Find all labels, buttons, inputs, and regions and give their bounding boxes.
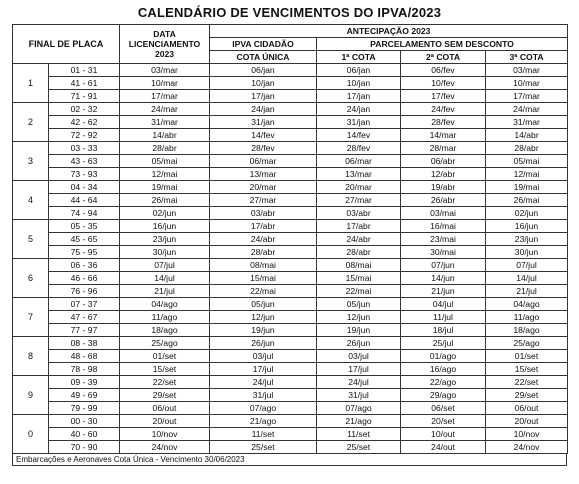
cota-1-cell: 28/abr (317, 246, 401, 259)
data-licenciamento-cell: 21/jul (120, 285, 210, 298)
data-licenciamento-cell: 28/abr (120, 142, 210, 155)
cota-unica-cell: 07/ago (210, 402, 317, 415)
cota-3-cell: 14/abr (486, 129, 568, 142)
cota-3-cell: 03/mar (486, 64, 568, 77)
cota-1-cell: 17/jan (317, 90, 401, 103)
cota-1-cell: 15/mai (317, 272, 401, 285)
cota-1-cell: 10/jan (317, 77, 401, 90)
header-parcelamento: PARCELAMENTO SEM DESCONTO (317, 38, 568, 51)
cota-3-cell: 24/nov (486, 441, 568, 454)
placa-range-cell: 07 - 37 (49, 298, 120, 311)
table-row (13, 311, 568, 324)
page-title: CALENDÁRIO DE VENCIMENTOS DO IPVA/2023 (137, 5, 442, 20)
header-antecipacao: ANTECIPAÇÃO 2023 (210, 25, 568, 38)
data-licenciamento-cell: 19/mai (120, 181, 210, 194)
cota-1-cell: 07/ago (317, 402, 401, 415)
placa-range-cell: 43 - 63 (49, 155, 120, 168)
cota-3-cell: 31/mar (486, 116, 568, 129)
cota-3-cell: 28/abr (486, 142, 568, 155)
cota-2-cell: 04/jul (401, 298, 486, 311)
placa-range-cell: 75 - 95 (49, 246, 120, 259)
data-licenciamento-cell: 12/mai (120, 168, 210, 181)
table-row (13, 324, 568, 337)
cota-unica-cell: 25/set (210, 441, 317, 454)
cota-3-cell: 22/set (486, 376, 568, 389)
placa-range-cell: 02 - 32 (49, 103, 120, 116)
cota-3-cell: 20/out (486, 415, 568, 428)
data-licenciamento-cell: 18/ago (120, 324, 210, 337)
table-row (13, 207, 568, 220)
placa-range-cell: 45 - 65 (49, 233, 120, 246)
cota-3-cell: 05/mai (486, 155, 568, 168)
cota-unica-cell: 17/jan (210, 90, 317, 103)
cota-1-cell: 24/abr (317, 233, 401, 246)
data-licenciamento-cell: 24/mar (120, 103, 210, 116)
cota-2-cell: 28/fev (401, 116, 486, 129)
cota-2-cell: 22/ago (401, 376, 486, 389)
cota-3-cell: 30/jun (486, 246, 568, 259)
cota-3-cell: 14/jul (486, 272, 568, 285)
data-licenciamento-cell: 05/mai (120, 155, 210, 168)
header-data-line1: DATA (153, 29, 176, 39)
data-licenciamento-cell: 14/jul (120, 272, 210, 285)
placa-range-cell: 04 - 34 (49, 181, 120, 194)
table-row (13, 129, 568, 142)
placa-range-cell: 46 - 66 (49, 272, 120, 285)
cota-1-cell: 11/set (317, 428, 401, 441)
cota-2-cell: 20/set (401, 415, 486, 428)
cota-1-cell: 03/jul (317, 350, 401, 363)
table-row (13, 402, 568, 415)
table-row (13, 155, 568, 168)
cota-1-cell: 22/mai (317, 285, 401, 298)
cota-1-cell: 05/jun (317, 298, 401, 311)
header-data-licenciamento (120, 25, 210, 64)
table-row (13, 259, 568, 272)
cota-2-cell: 03/mai (401, 207, 486, 220)
data-licenciamento-cell: 07/jul (120, 259, 210, 272)
cota-unica-cell: 21/ago (210, 415, 317, 428)
placa-range-cell: 71 - 91 (49, 90, 120, 103)
cota-2-cell: 12/abr (401, 168, 486, 181)
data-licenciamento-cell: 06/out (120, 402, 210, 415)
data-licenciamento-cell: 22/set (120, 376, 210, 389)
cota-unica-cell: 31/jan (210, 116, 317, 129)
cota-2-cell: 24/out (401, 441, 486, 454)
plate-final-digit: 9 (13, 376, 49, 415)
table-row (13, 142, 568, 155)
cota-unica-cell: 13/mar (210, 168, 317, 181)
ipva-schedule-table (12, 24, 568, 454)
table-row (13, 220, 568, 233)
header-cota-1: 1ª COTA (317, 51, 401, 64)
table-row (13, 168, 568, 181)
cota-unica-cell: 08/mai (210, 259, 317, 272)
cota-unica-cell: 24/jan (210, 103, 317, 116)
table-row (13, 337, 568, 350)
cota-2-cell: 01/ago (401, 350, 486, 363)
cota-3-cell: 10/nov (486, 428, 568, 441)
plate-final-digit: 3 (13, 142, 49, 181)
placa-range-cell: 01 - 31 (49, 64, 120, 77)
footer-note: Embarcações e Aeronaves Cota Única - Vencimento 30/06/2023 (12, 454, 567, 466)
placa-range-cell: 49 - 69 (49, 389, 120, 402)
header-ipva-cidadao: IPVA CIDADÃO (210, 38, 317, 51)
cota-1-cell: 26/jun (317, 337, 401, 350)
placa-range-cell: 41 - 61 (49, 77, 120, 90)
cota-3-cell: 19/mai (486, 181, 568, 194)
cota-unica-cell: 28/abr (210, 246, 317, 259)
table-row (13, 428, 568, 441)
table-row (13, 194, 568, 207)
data-licenciamento-cell: 02/jun (120, 207, 210, 220)
cota-unica-cell: 03/jul (210, 350, 317, 363)
cota-unica-cell: 06/mar (210, 155, 317, 168)
cota-3-cell: 04/ago (486, 298, 568, 311)
cota-3-cell: 02/jun (486, 207, 568, 220)
cota-2-cell: 14/mar (401, 129, 486, 142)
data-licenciamento-cell: 26/mai (120, 194, 210, 207)
cota-3-cell: 07/jul (486, 259, 568, 272)
cota-3-cell: 16/jun (486, 220, 568, 233)
table-row (13, 90, 568, 103)
cota-1-cell: 27/mar (317, 194, 401, 207)
cota-1-cell: 12/jun (317, 311, 401, 324)
plate-final-digit: 2 (13, 103, 49, 142)
table-row (13, 389, 568, 402)
cota-unica-cell: 27/mar (210, 194, 317, 207)
placa-range-cell: 05 - 35 (49, 220, 120, 233)
placa-range-cell: 79 - 99 (49, 402, 120, 415)
table-row (13, 298, 568, 311)
schedule-body (13, 64, 568, 454)
cota-2-cell: 25/jul (401, 337, 486, 350)
cota-unica-cell: 24/abr (210, 233, 317, 246)
placa-range-cell: 09 - 39 (49, 376, 120, 389)
header-data-line2: LICENCIAMENTO (128, 39, 201, 49)
cota-3-cell: 24/mar (486, 103, 568, 116)
cota-2-cell: 24/fev (401, 103, 486, 116)
cota-2-cell: 23/mai (401, 233, 486, 246)
cota-unica-cell: 12/jun (210, 311, 317, 324)
cota-unica-cell: 11/set (210, 428, 317, 441)
cota-2-cell: 11/jul (401, 311, 486, 324)
table-row (13, 441, 568, 454)
placa-range-cell: 70 - 90 (49, 441, 120, 454)
data-licenciamento-cell: 23/jun (120, 233, 210, 246)
cota-unica-cell: 31/jul (210, 389, 317, 402)
data-licenciamento-cell: 24/nov (120, 441, 210, 454)
cota-unica-cell: 15/mai (210, 272, 317, 285)
cota-2-cell: 10/out (401, 428, 486, 441)
cota-1-cell: 24/jul (317, 376, 401, 389)
cota-2-cell: 14/jun (401, 272, 486, 285)
cota-3-cell: 12/mai (486, 168, 568, 181)
cota-unica-cell: 20/mar (210, 181, 317, 194)
cota-unica-cell: 17/jul (210, 363, 317, 376)
cota-3-cell: 29/set (486, 389, 568, 402)
data-licenciamento-cell: 25/ago (120, 337, 210, 350)
cota-2-cell: 29/ago (401, 389, 486, 402)
plate-final-digit: 0 (13, 415, 49, 454)
cota-2-cell: 18/jul (401, 324, 486, 337)
placa-range-cell: 08 - 38 (49, 337, 120, 350)
cota-3-cell: 15/set (486, 363, 568, 376)
cota-1-cell: 17/abr (317, 220, 401, 233)
cota-unica-cell: 28/fev (210, 142, 317, 155)
plate-final-digit: 6 (13, 259, 49, 298)
cota-unica-cell: 19/jun (210, 324, 317, 337)
cota-3-cell: 10/mar (486, 77, 568, 90)
plate-final-digit: 7 (13, 298, 49, 337)
placa-range-cell: 72 - 92 (49, 129, 120, 142)
data-licenciamento-cell: 03/mar (120, 64, 210, 77)
data-licenciamento-cell: 14/abr (120, 129, 210, 142)
plate-final-digit: 5 (13, 220, 49, 259)
cota-2-cell: 28/mar (401, 142, 486, 155)
cota-3-cell: 21/jul (486, 285, 568, 298)
cota-1-cell: 13/mar (317, 168, 401, 181)
cota-unica-cell: 26/jun (210, 337, 317, 350)
cota-2-cell: 06/abr (401, 155, 486, 168)
table-row (13, 272, 568, 285)
placa-range-cell: 48 - 68 (49, 350, 120, 363)
cota-2-cell: 30/mai (401, 246, 486, 259)
cota-unica-cell: 10/jan (210, 77, 317, 90)
cota-3-cell: 01/set (486, 350, 568, 363)
placa-range-cell: 73 - 93 (49, 168, 120, 181)
cota-1-cell: 31/jan (317, 116, 401, 129)
cota-2-cell: 17/fev (401, 90, 486, 103)
cota-unica-cell: 24/jul (210, 376, 317, 389)
cota-3-cell: 17/mar (486, 90, 568, 103)
cota-1-cell: 06/mar (317, 155, 401, 168)
cota-1-cell: 03/abr (317, 207, 401, 220)
cota-1-cell: 25/set (317, 441, 401, 454)
plate-final-digit: 1 (13, 64, 49, 103)
data-licenciamento-cell: 10/nov (120, 428, 210, 441)
table-row (13, 415, 568, 428)
data-licenciamento-cell: 15/set (120, 363, 210, 376)
placa-range-cell: 40 - 60 (49, 428, 120, 441)
data-licenciamento-cell: 17/mar (120, 90, 210, 103)
data-licenciamento-cell: 11/ago (120, 311, 210, 324)
header-final-placa: FINAL DE PLACA (13, 25, 120, 64)
cota-2-cell: 06/set (401, 402, 486, 415)
header-cota-3: 3ª COTA (486, 51, 568, 64)
cota-1-cell: 17/jul (317, 363, 401, 376)
placa-range-cell: 74 - 94 (49, 207, 120, 220)
placa-range-cell: 44 - 64 (49, 194, 120, 207)
cota-3-cell: 23/jun (486, 233, 568, 246)
cota-3-cell: 18/ago (486, 324, 568, 337)
table-row (13, 363, 568, 376)
cota-1-cell: 31/jul (317, 389, 401, 402)
cota-2-cell: 10/fev (401, 77, 486, 90)
placa-range-cell: 03 - 33 (49, 142, 120, 155)
cota-2-cell: 26/abr (401, 194, 486, 207)
cota-2-cell: 06/fev (401, 64, 486, 77)
placa-range-cell: 77 - 97 (49, 324, 120, 337)
cota-2-cell: 07/jun (401, 259, 486, 272)
cota-1-cell: 14/fev (317, 129, 401, 142)
cota-3-cell: 25/ago (486, 337, 568, 350)
cota-unica-cell: 17/abr (210, 220, 317, 233)
table-row (13, 233, 568, 246)
data-licenciamento-cell: 29/set (120, 389, 210, 402)
cota-1-cell: 08/mai (317, 259, 401, 272)
data-licenciamento-cell: 04/ago (120, 298, 210, 311)
table-row (13, 64, 568, 77)
cota-1-cell: 21/ago (317, 415, 401, 428)
data-licenciamento-cell: 20/out (120, 415, 210, 428)
cota-2-cell: 16/ago (401, 363, 486, 376)
data-licenciamento-cell: 16/jun (120, 220, 210, 233)
table-row (13, 103, 568, 116)
cota-3-cell: 26/mai (486, 194, 568, 207)
cota-2-cell: 21/jun (401, 285, 486, 298)
placa-range-cell: 76 - 96 (49, 285, 120, 298)
header-cota-unica: COTA ÚNICA (210, 51, 317, 64)
placa-range-cell: 06 - 36 (49, 259, 120, 272)
cota-2-cell: 16/mai (401, 220, 486, 233)
table-row (13, 181, 568, 194)
placa-range-cell: 00 - 30 (49, 415, 120, 428)
data-licenciamento-cell: 31/mar (120, 116, 210, 129)
data-licenciamento-cell: 30/jun (120, 246, 210, 259)
data-licenciamento-cell: 10/mar (120, 77, 210, 90)
cota-unica-cell: 03/abr (210, 207, 317, 220)
cota-1-cell: 20/mar (317, 181, 401, 194)
cota-3-cell: 06/out (486, 402, 568, 415)
table-row (13, 376, 568, 389)
cota-3-cell: 11/ago (486, 311, 568, 324)
cota-1-cell: 28/fev (317, 142, 401, 155)
cota-2-cell: 19/abr (401, 181, 486, 194)
table-row (13, 116, 568, 129)
cota-1-cell: 06/jan (317, 64, 401, 77)
table-row (13, 246, 568, 259)
cota-1-cell: 19/jun (317, 324, 401, 337)
data-licenciamento-cell: 01/set (120, 350, 210, 363)
table-row (13, 77, 568, 90)
cota-1-cell: 24/jan (317, 103, 401, 116)
table-row (13, 285, 568, 298)
header-cota-2: 2ª COTA (401, 51, 486, 64)
header-data-line3: 2023 (154, 49, 175, 59)
placa-range-cell: 42 - 62 (49, 116, 120, 129)
placa-range-cell: 78 - 98 (49, 363, 120, 376)
cota-unica-cell: 06/jan (210, 64, 317, 77)
plate-final-digit: 4 (13, 181, 49, 220)
cota-unica-cell: 14/fev (210, 129, 317, 142)
plate-final-digit: 8 (13, 337, 49, 376)
cota-unica-cell: 22/mai (210, 285, 317, 298)
placa-range-cell: 47 - 67 (49, 311, 120, 324)
table-row (13, 350, 568, 363)
cota-unica-cell: 05/jun (210, 298, 317, 311)
